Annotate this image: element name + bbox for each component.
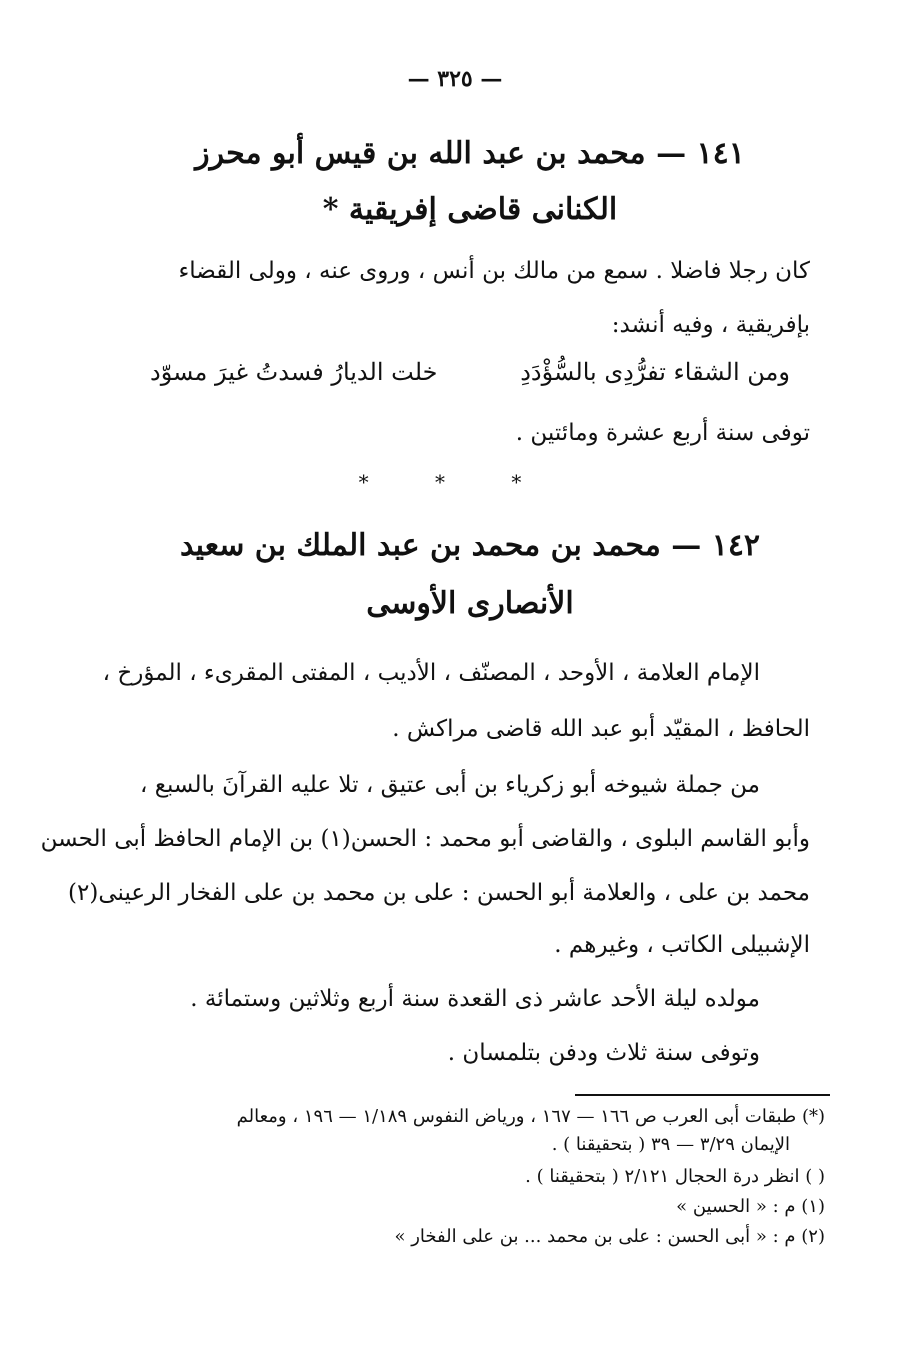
footnote-rule [575, 1094, 830, 1096]
entry-142-heading: ١٤٢ — محمد بن محمد بن عبد الملك بن سعيد [179, 528, 761, 563]
footnote-unnumbered: ( ) انظر درة الحجال ٢/١٢١ ( بتحقيقنا ) . [525, 1166, 825, 1187]
verse [150, 358, 790, 386]
entry-142-paragraph-line: الإشبيلى الكاتب ، وغيرهم . [554, 932, 810, 958]
entry-142-paragraph-line: وأبو القاسم البلوى ، والقاضى أبو محمد : الحسن(١) بن الإمام الحافظ أبى الحسن [40, 826, 810, 852]
page-number: — ٣٢٥ — [407, 66, 503, 92]
entry-142-paragraph-line: من جملة شيوخه أبو زكرياء بن أبى عتيق ، تلا عليه القرآنَ بالسبع ، [140, 772, 760, 798]
entry-142-paragraph-line: محمد بن على ، والعلامة أبو الحسن : على بن محمد بن على الفخار الرعينى(٢) [68, 880, 810, 906]
entry-142-death: وتوفى سنة ثلاث ودفن بتلمسان . [447, 1040, 760, 1066]
entry-142-subheading: الأنصارى الأوسى [366, 586, 574, 621]
verse-hemistich-second: ومن الشقاء تفرُّدِى بالسُّؤْدَدِ [520, 358, 790, 386]
entry-142-paragraph-line: الإمام العلامة ، الأوحد ، المصنّف ، الأديب ، المفتى المقرىء ، المؤرخ ، [102, 660, 760, 686]
entry-141-body-line: بإفريقية ، وفيه أنشد: [611, 312, 810, 338]
footnote-1: (١) م : « الحسين » [676, 1196, 825, 1217]
entry-141-heading: ١٤١ — محمد بن عبد الله بن قيس أبو محرز [195, 136, 745, 171]
entry-142-paragraph-line: الحافظ ، المقيّد أبو عبد الله قاضى مراكش . [392, 716, 810, 742]
entry-142-birth: مولده ليلة الأحد عاشر ذى القعدة سنة أربع وثلاثين وستمائة . [190, 986, 760, 1012]
verse-hemistich-first: خلت الديارُ فسدتُ غيرَ مسوّد [150, 358, 438, 386]
footnote-2: (٢) م : « أبى الحسن : على بن محمد ... بن على الفخار » [394, 1226, 825, 1247]
entry-141-death: توفى سنة أربع عشرة ومائتين . [515, 420, 810, 446]
entry-141-subheading: الكنانى قاضى إفريقية * [322, 192, 618, 227]
entry-141-body-line: كان رجلا فاضلا . سمع من مالك بن أنس ، وروى عنه ، وولى القضاء [178, 258, 810, 284]
section-separator: * * * [358, 470, 552, 494]
footnote-star: (*) طبقات أبى العرب ص ١٦٦ — ١٦٧ ، ورياض النفوس ١/١٨٩ — ١٩٦ ، ومعالم [236, 1106, 825, 1127]
footnote-star-continued: الإيمان ٣/٢٩ — ٣٩ ( بتحقيقنا ) . [551, 1134, 790, 1155]
